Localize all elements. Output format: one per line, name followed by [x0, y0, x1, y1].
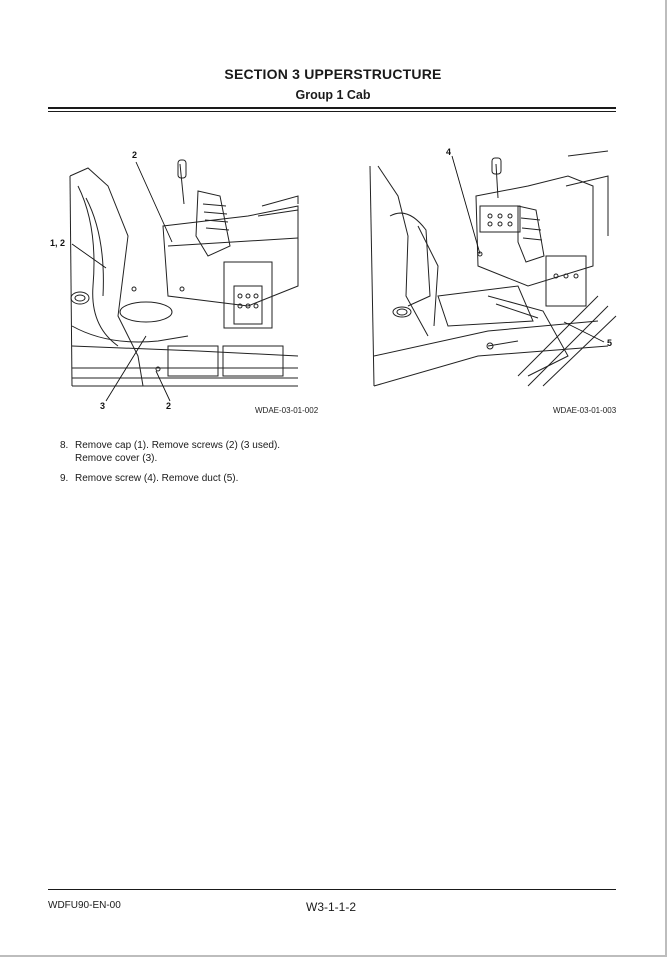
figure-caption: WDAE-03-01-003: [553, 406, 617, 415]
callout-label: 3: [100, 401, 106, 411]
header-rule-thick: [48, 107, 616, 109]
figure-duct-removal: [368, 146, 618, 416]
step-number: 9.: [60, 473, 69, 484]
step-text: Remove screw (4). Remove duct (5).: [75, 473, 239, 484]
callout-label: 4: [446, 147, 452, 157]
step-text: Remove cap (1). Remove screws (2) (3 used). Remove cover (3).: [75, 440, 281, 464]
step-number: 8.: [60, 440, 69, 451]
step-item: [60, 472, 280, 485]
page-number: W3-1-1-2: [306, 900, 357, 914]
step-item: [60, 439, 280, 465]
callout-label: 2: [132, 150, 138, 160]
cab-interior-illustration-right: [368, 146, 618, 416]
callout-label: 1, 2: [50, 238, 66, 248]
cab-interior-illustration-left: [48, 146, 303, 416]
section-title: SECTION 3 UPPERSTRUCTURE: [224, 66, 442, 82]
header-rule-thin: [48, 111, 616, 112]
figure-cab-cover-removal: [48, 146, 303, 416]
figure-caption: WDAE-03-01-002: [255, 406, 319, 415]
group-title: Group 1 Cab: [295, 88, 371, 102]
callout-label: 2: [166, 401, 172, 411]
document-id: WDFU90-EN-00: [48, 900, 121, 911]
footer-rule: [48, 889, 616, 890]
procedure-steps: [60, 439, 280, 492]
callout-label: 5: [607, 338, 613, 348]
